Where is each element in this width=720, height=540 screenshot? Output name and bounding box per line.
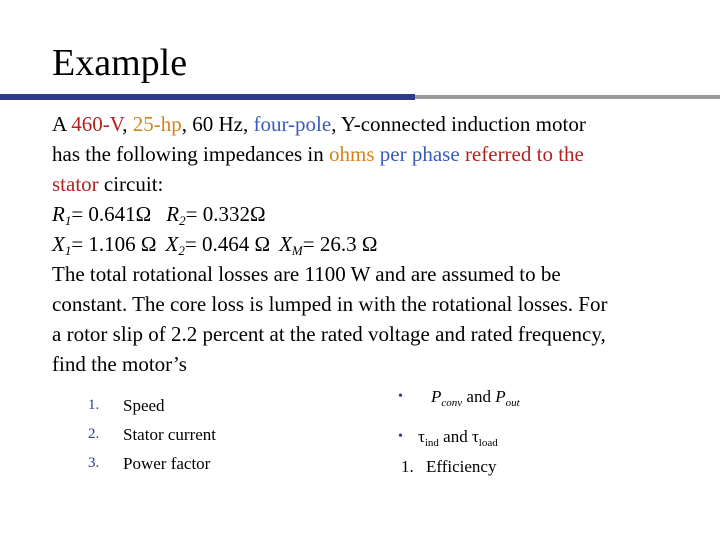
text-run: A bbox=[52, 112, 72, 136]
reactance-equations bbox=[52, 229, 717, 259]
text-run: , bbox=[122, 112, 133, 136]
x2-symbol: X bbox=[165, 232, 179, 256]
list-number: 2. bbox=[88, 426, 100, 442]
pconv-subscript: conv bbox=[441, 397, 463, 409]
referred-highlight: referred to the bbox=[464, 142, 584, 166]
r2-value: = 0.332Ω bbox=[185, 202, 266, 226]
r1-symbol: R bbox=[52, 202, 65, 226]
ohms-highlight: ohms bbox=[329, 142, 375, 166]
r2-subscript: 2 bbox=[179, 213, 186, 228]
power-highlight: 25-hp bbox=[132, 112, 182, 136]
xm-subscript: M bbox=[291, 243, 303, 258]
r1-subscript: 1 bbox=[64, 213, 72, 228]
statement-line-2 bbox=[52, 139, 717, 169]
bullet-icon: • bbox=[398, 389, 403, 404]
xm-value: = 26.3 Ω bbox=[302, 232, 378, 256]
voltage-highlight: 460-V bbox=[71, 112, 123, 136]
list-number: 1. bbox=[88, 397, 100, 413]
list-item-label: Speed bbox=[123, 396, 165, 415]
x1-subscript: 1 bbox=[64, 243, 72, 258]
tau-load-subscript: load bbox=[478, 437, 498, 449]
per-phase-highlight: per phase bbox=[379, 142, 460, 166]
list-item-label: Stator current bbox=[123, 425, 216, 444]
statement-line-losses: The total rotational losses are 1100 W and are assumed to be bbox=[52, 262, 561, 286]
x1-value: = 1.106 Ω bbox=[71, 232, 157, 256]
text-run: has the following impedances in bbox=[52, 142, 330, 166]
and-text: and bbox=[438, 427, 472, 446]
problem-statement bbox=[52, 109, 717, 379]
pconv-symbol: P bbox=[431, 387, 442, 406]
list-item-label: Efficiency bbox=[426, 457, 497, 476]
r1-value: = 0.641Ω bbox=[71, 202, 152, 226]
tau-ind-symbol: τ bbox=[418, 427, 425, 446]
statement-line-find: find the motor’s bbox=[52, 352, 187, 376]
list-number: 1. bbox=[401, 457, 414, 476]
title-divider bbox=[0, 95, 720, 99]
list-item-label: Power factor bbox=[123, 454, 211, 473]
pout-symbol: P bbox=[495, 387, 506, 406]
text-run: , Y-connected induction motor bbox=[331, 112, 586, 136]
statement-line-slip: a rotor slip of 2.2 percent at the rated voltage and rated frequency, bbox=[52, 322, 606, 346]
slide-title: Example bbox=[52, 42, 188, 84]
r2-symbol: R bbox=[166, 202, 180, 226]
list-number: 3. bbox=[88, 455, 100, 471]
and-text: and bbox=[462, 387, 496, 406]
text-run: , 60 Hz, bbox=[181, 112, 254, 136]
stator-highlight: stator bbox=[52, 172, 99, 196]
resistance-equations bbox=[52, 199, 717, 229]
x2-value: = 0.464 Ω bbox=[184, 232, 271, 256]
x1-symbol: X bbox=[52, 232, 65, 256]
tau-ind-subscript: ind bbox=[424, 437, 439, 449]
poles-highlight: four-pole bbox=[253, 112, 332, 136]
statement-line-core: constant. The core loss is lumped in with the rotational losses. For bbox=[52, 292, 608, 316]
x2-subscript: 2 bbox=[178, 243, 185, 258]
statement-line-3 bbox=[52, 169, 717, 199]
text-run: circuit: bbox=[98, 172, 164, 196]
statement-line-1 bbox=[52, 109, 717, 139]
pout-subscript: out bbox=[505, 397, 520, 409]
tau-load-symbol: τ bbox=[471, 427, 479, 446]
divider-blue-bar bbox=[0, 94, 415, 100]
bullet-icon: • bbox=[398, 429, 403, 444]
xm-symbol: X bbox=[279, 232, 292, 256]
